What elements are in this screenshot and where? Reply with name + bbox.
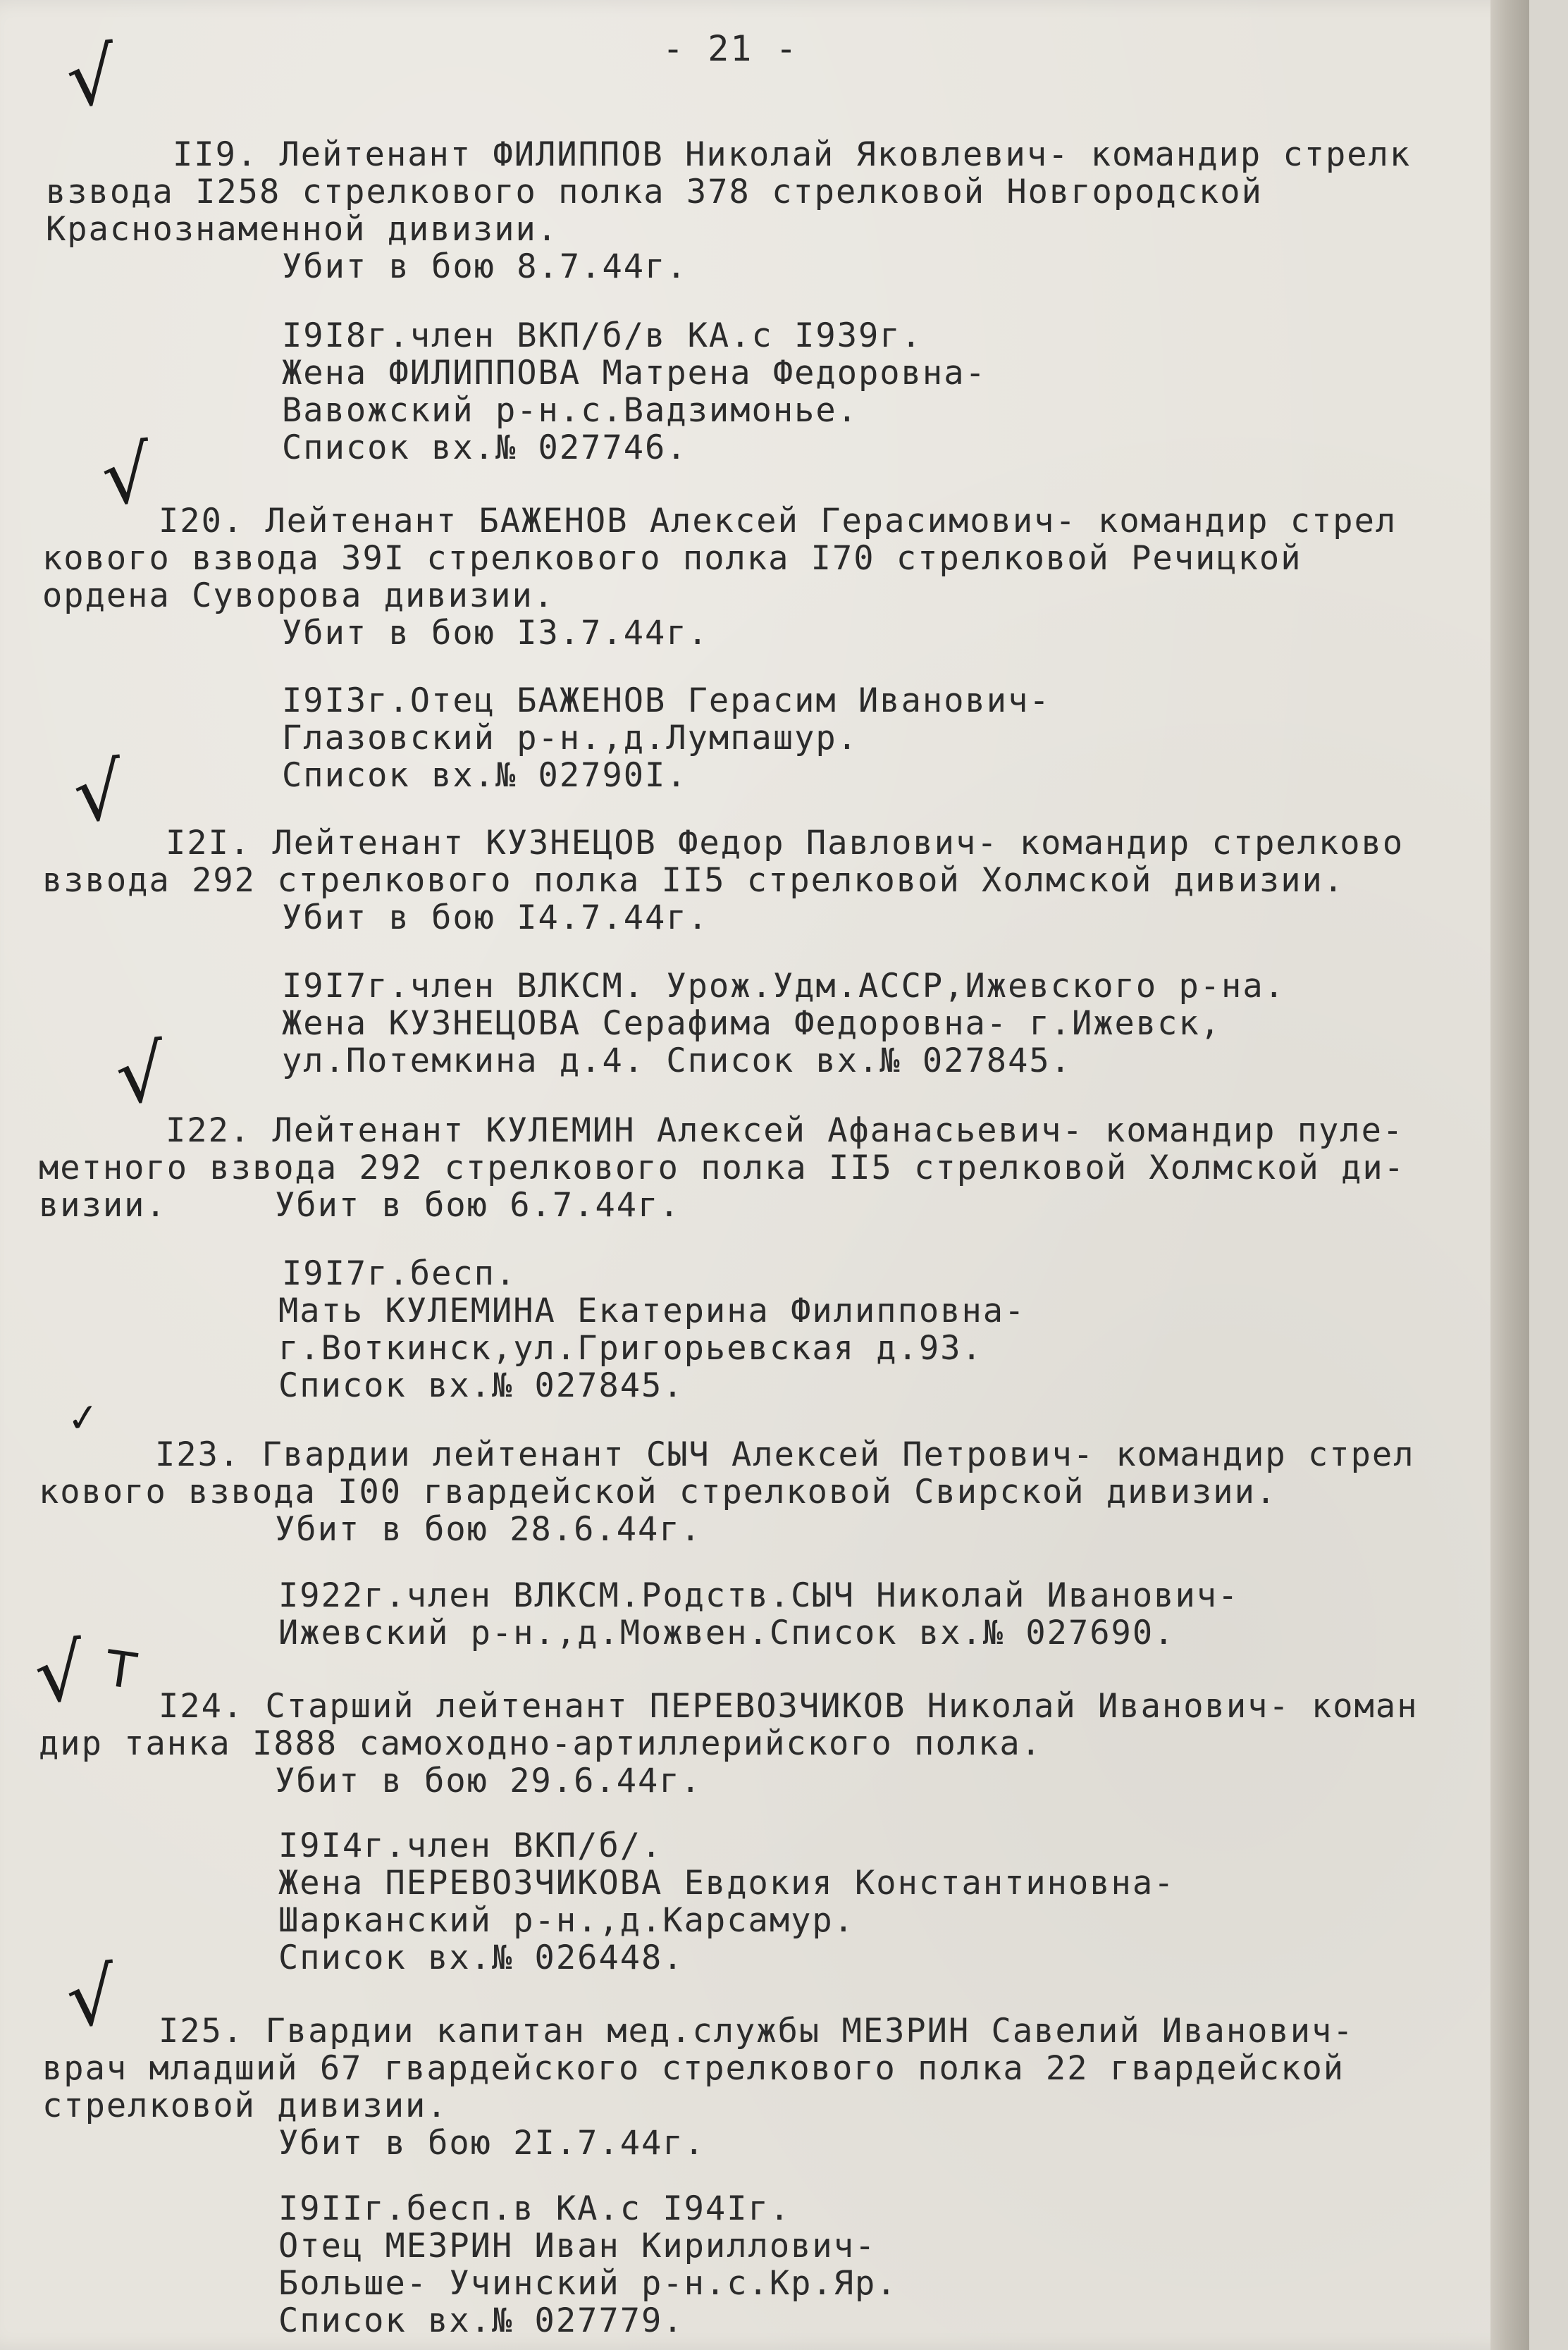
entry-line: I22. Лейтенант КУЛЕМИН Алексей Афанасьевич- командир пуле- — [166, 1111, 1405, 1150]
entry-line: I9IIг.бесп.в КА.с I94Iг. — [278, 2189, 791, 2228]
entry-line: Отец МЕЗРИН Иван Кириллович- — [278, 2227, 877, 2265]
entry-line: I9I7г.бесп. — [282, 1254, 517, 1293]
entry-line: I25. Гвардии капитан мед.службы МЕЗРИН Савелий Иванович- — [159, 2012, 1354, 2051]
entry-line: г.Воткинск,ул.Григорьевская д.93. — [278, 1329, 983, 1368]
entry-line: I922г.член ВЛКСМ.Родств.СЫЧ Николай Иванович- — [278, 1576, 1240, 1615]
entry-line: метного взвода 292 стрелкового полка II5 стрелковой Холмской ди- — [39, 1149, 1405, 1187]
entry-line: II9. Лейтенант ФИЛИППОВ Николай Яковлевич- командир стрелк — [173, 135, 1412, 174]
entry-line: кового взвода 39I стрелкового полка I70 стрелковой Речицкой — [42, 539, 1302, 578]
entry-line: Ижевский р-н.,д.Можвен.Список вх.№ 027690. — [278, 1614, 1175, 1652]
entry-line: Убит в бою 2I.7.44г. — [278, 2124, 705, 2163]
entry-line: Список вх.№ 027845. — [278, 1366, 684, 1405]
entry-line: Убит в бою I3.7.44г. — [282, 614, 709, 653]
entry-line: Список вх.№ 02790I. — [282, 756, 688, 795]
entry-line: Вавожский р-н.с.Вадзимонье. — [282, 391, 859, 430]
entry-line: взвода I258 стрелкового полка 378 стрелковой Новгородской — [46, 173, 1263, 211]
entry-line: визии. — [39, 1186, 167, 1225]
entry-line: Список вх.№ 026448. — [278, 1938, 684, 1977]
t-mark-icon: T — [101, 1639, 142, 1701]
entry-line: Краснознаменной дивизии. — [46, 210, 559, 249]
entry-line: Жена ФИЛИППОВА Матрена Федоровна- — [282, 354, 987, 392]
entry-line: Список вх.№ 027746. — [282, 428, 688, 467]
check-mark-icon: √ — [69, 745, 130, 841]
entry-line: дир танка I888 самоходно-артиллерийского полка. — [39, 1724, 1042, 1763]
entry-line: взвода 292 стрелкового полка II5 стрелковой Холмской дивизии. — [42, 861, 1345, 900]
entry-line: I2I. Лейтенант КУЗНЕЦОВ Федор Павлович- командир стрелково — [166, 824, 1405, 862]
entry-line: врач младший 67 гвардейского стрелкового полка 22 гвардейской — [42, 2049, 1345, 2088]
entry-line: Жена КУЗНЕЦОВА Серафима Федоровна- г.Ижевск, — [282, 1004, 1222, 1043]
entry-line: I9I4г.член ВКП/б/. — [278, 1826, 663, 1865]
entry-line: I9I3г.Отец БАЖЕНОВ Герасим Иванович- — [282, 681, 1051, 720]
entry-line: кового взвода I00 гвардейской стрелковой Свирской дивизии. — [39, 1473, 1278, 1511]
check-mark-icon: √ — [111, 1027, 172, 1123]
entry-line: ул.Потемкина д.4. Список вх.№ 027845. — [282, 1041, 1072, 1080]
entry-line: Список вх.№ 027779. — [278, 2301, 684, 2340]
entry-line: I23. Гвардии лейтенант СЫЧ Алексей Петрович- командир стрел — [155, 1435, 1415, 1474]
check-mark-icon: √ — [30, 1626, 91, 1721]
entry-line: Убит в бою 6.7.44г. — [275, 1186, 681, 1225]
entry-line: Глазовский р-н.,д.Лумпашур. — [282, 719, 859, 757]
entry-line: Убит в бою 29.6.44г. — [275, 1762, 702, 1800]
entry-line: стрелковой дивизии. — [42, 2086, 448, 2125]
entry-line: Шарканский р-н.,д.Карсамур. — [278, 1901, 856, 1940]
entry-line: I9I8г.член ВКП/б/в КА.с I939г. — [282, 316, 922, 355]
entry-line: I20. Лейтенант БАЖЕНОВ Алексей Герасимович- командир стрел — [159, 502, 1397, 540]
entry-line: Мать КУЛЕМИНА Екатерина Филипповна- — [278, 1292, 1026, 1330]
check-mark-icon: √ — [62, 30, 123, 125]
check-mark-icon: ✓ — [64, 1393, 104, 1442]
entry-line: I9I7г.член ВЛКСМ. Урож.Удм.АССР,Ижевского р-на. — [282, 967, 1285, 1006]
entry-line: Убит в бою I4.7.44г. — [282, 898, 709, 937]
check-mark-icon: √ — [62, 1950, 123, 2046]
entry-line: ордена Суворова дивизии. — [42, 576, 555, 615]
entry-line: Жена ПЕРЕВОЗЧИКОВА Евдокия Константиновна- — [278, 1864, 1175, 1903]
page-number: - 21 - — [662, 28, 798, 69]
entry-line: Убит в бою 8.7.44г. — [282, 247, 688, 286]
check-mark-icon: √ — [97, 428, 158, 524]
page-edge — [1490, 0, 1529, 2350]
entry-line: Больше- Учинский р-н.с.Кр.Яр. — [278, 2264, 898, 2303]
entry-line: I24. Старший лейтенант ПЕРЕВОЗЧИКОВ Николай Иванович- коман — [159, 1687, 1419, 1726]
entry-line: Убит в бою 28.6.44г. — [275, 1510, 702, 1549]
